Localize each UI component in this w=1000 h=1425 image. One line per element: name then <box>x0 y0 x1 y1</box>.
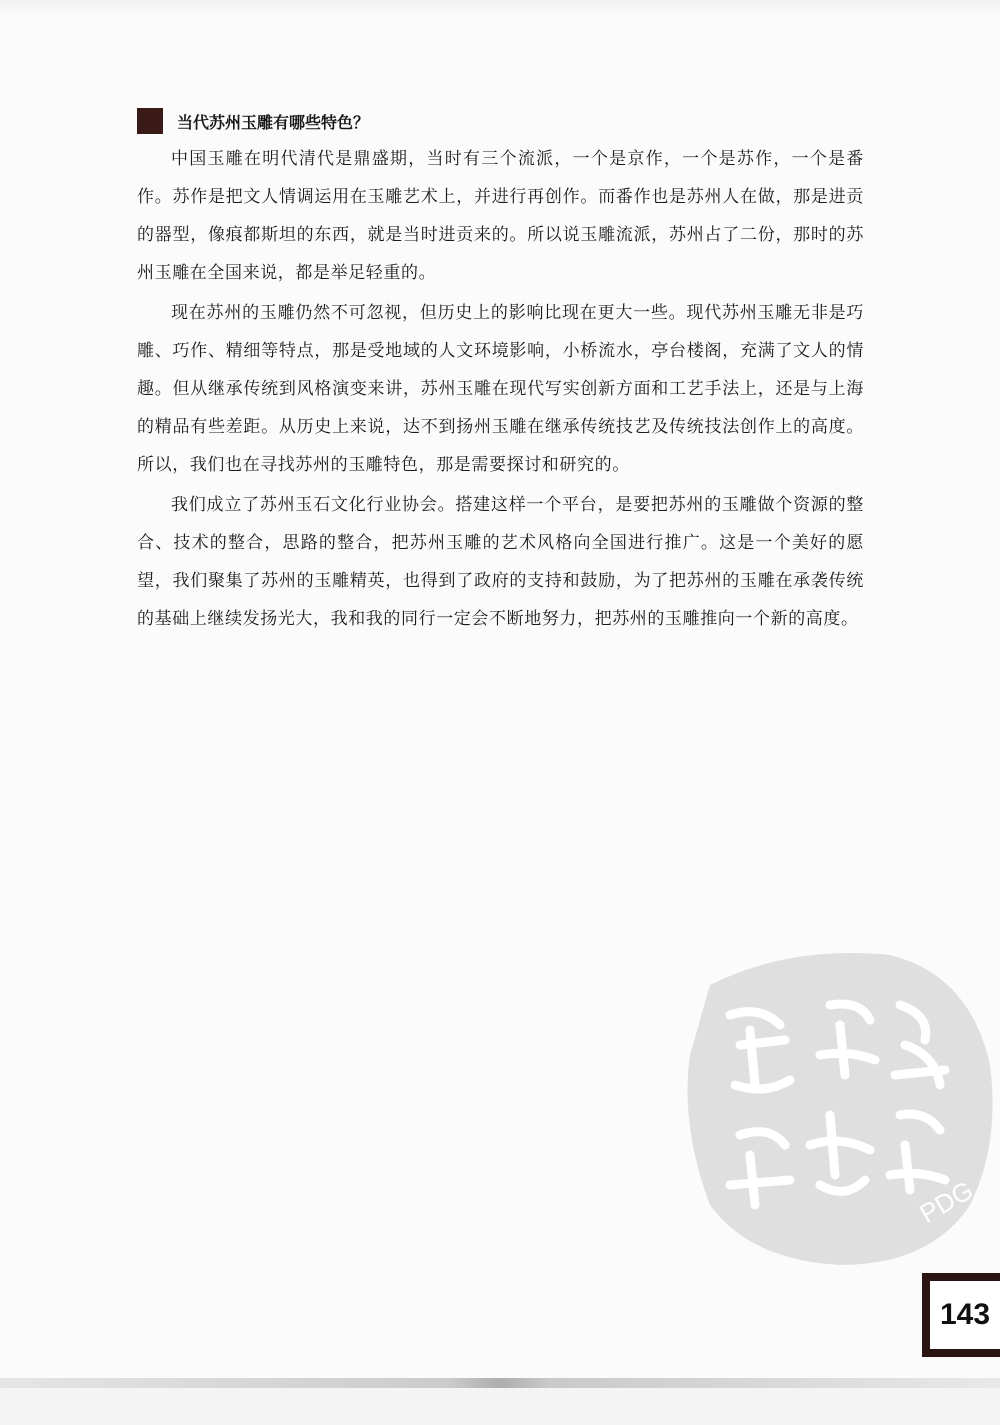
heading-square-bullet <box>137 108 163 134</box>
section-heading <box>137 106 369 136</box>
article-body <box>137 140 864 638</box>
paragraph-1: 中国玉雕在明代清代是鼎盛期，当时有三个流派，一个是京作，一个是苏作，一个是番作。苏作是把文人情调运用在玉雕艺术上，并进行再创作。而番作也是苏州人在做，那是进贡的器型，像痕都斯坦的东西，就是当时进贡来的。所以说玉雕流派，苏州占了二份，那时的苏州玉雕在全国来说，都是举足轻重的。 <box>137 149 864 283</box>
paragraph-3: 我们成立了苏州玉石文化行业协会。搭建这样一个平台，是要把苏州的玉雕做个资源的整合、技术的整合，思路的整合，把苏州玉雕的艺术风格向全国进行推广。这是一个美好的愿望，我们聚集了苏州的玉雕精英，也得到了政府的支持和鼓励，为了把苏州的玉雕在承袭传统的基础上继续发扬光大，我和我的同行一定会不断地努力，把苏州的玉雕推向一个新的高度。 <box>137 495 864 629</box>
seal-watermark-icon <box>670 945 1000 1275</box>
section-heading-text: 当代苏州玉雕有哪些特色？ <box>177 112 370 132</box>
paragraph-2: 现在苏州的玉雕仍然不可忽视，但历史上的影响比现在更大一些。现代苏州玉雕无非是巧雕、巧作、精细等特点，那是受地域的人文环境影响，小桥流水，亭台楼阁，充满了文人的情趣。但从继承传统到风格演变来讲，苏州玉雕在现代写实创新方面和工艺手法上，还是与上海的精品有些差距。从历史上来说，达不到扬州玉雕在继承传统技艺及传统技法创作上的高度。所以，我们也在寻找苏州的玉雕特色，那是需要探讨和研究的。 <box>137 303 864 475</box>
page-number: 143 <box>930 1281 1000 1349</box>
page-top-shadow <box>0 0 1000 18</box>
seal-pdg-label: PDG <box>914 1174 979 1229</box>
scan-binding-strip <box>0 1378 1000 1388</box>
page-number-badge <box>922 1273 1000 1357</box>
page-bottom-margin <box>0 1388 1000 1425</box>
